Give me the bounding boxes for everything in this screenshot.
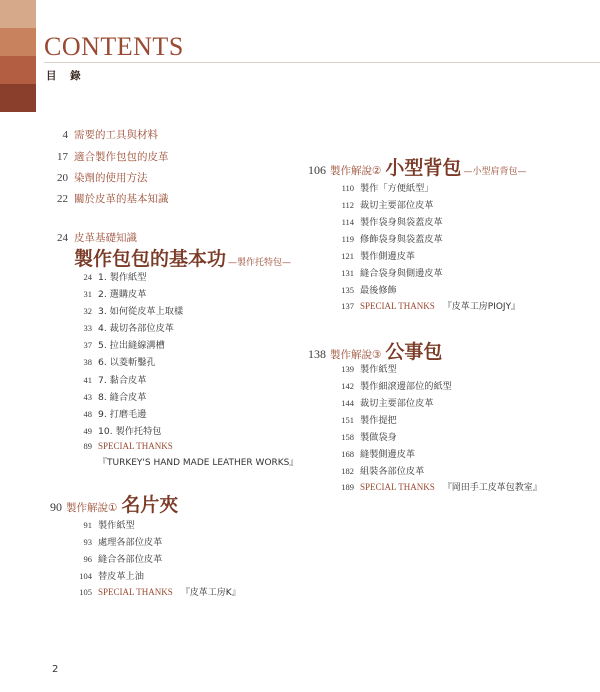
toc-subentry[interactable] [70,354,156,368]
page-number: 17 [57,151,68,163]
toc-subentry[interactable] [70,389,146,403]
page-number: 112 [341,200,354,210]
toc-subentry[interactable] [332,412,397,426]
page-number: 20 [57,172,68,184]
page-number: 91 [83,520,92,530]
section-small-bag-header[interactable] [308,153,526,180]
page-title: CONTENTS [44,32,184,61]
section-title: 名片夾 [121,494,179,516]
toc-subentry[interactable] [332,463,424,477]
toc-subentry[interactable] [332,429,397,443]
page-number: 24 [83,272,92,282]
entry-label: 製作側邊皮革 [360,251,416,262]
swatch-3 [0,56,36,84]
entry-label: 縫合各部位皮革 [98,554,163,565]
toc-entry[interactable] [44,127,158,142]
entry-label: 裁切主要部位皮革 [360,398,434,409]
section-prefix: 製作解說③ [330,349,382,361]
page-number-footer: 2 [52,664,59,675]
page-number: 189 [341,482,354,492]
entry-label: 7. 黏合皮革 [98,375,147,386]
toc-subentry[interactable] [332,378,452,392]
toc-thanks[interactable] [70,441,173,452]
toc-subentry[interactable] [70,534,162,548]
page-number: 104 [79,571,92,581]
entry-label: 3. 如何從皮革上取樣 [98,306,184,317]
page-number: 114 [341,217,354,227]
entry-label: 9. 打磨毛邊 [98,409,147,420]
entry-label: 製作細滾邊部位的紙型 [360,381,452,392]
section-prefix: 皮革基礎知識 [74,232,137,244]
page-number: 106 [308,163,326,177]
toc-subentry[interactable] [70,337,165,351]
entry-label: 縫合袋身與側邊皮革 [360,268,443,279]
page-number: 41 [83,375,92,385]
toc-subentry[interactable] [70,286,146,300]
toc-subentry[interactable] [332,265,443,279]
page-number: 48 [83,409,92,419]
toc-subentry[interactable] [70,517,135,531]
page-number: 37 [83,340,92,350]
swatch-4 [0,84,36,112]
toc-subentry[interactable] [70,551,162,565]
page-number: 93 [83,537,92,547]
page-number: 89 [83,441,92,451]
entry-label: 製作袋身與袋蓋皮革 [360,217,443,228]
swatch-1 [0,0,36,28]
toc-subentry[interactable] [332,361,397,375]
thanks-label: SPECIAL THANKS [98,587,173,597]
page-number: 151 [341,415,354,425]
toc-thanks[interactable] [332,480,542,493]
page-number: 22 [57,193,68,205]
toc-subentry[interactable] [70,406,146,420]
color-swatches [0,0,36,112]
toc-subentry[interactable] [70,303,183,317]
toc-subentry[interactable] [332,180,434,194]
toc-subentry[interactable] [332,446,415,460]
section-basics-title [74,244,291,271]
entry-label: 染劑的使用方法 [74,172,148,184]
section-subtitle: —製作托特包— [228,258,292,268]
page-number: 110 [341,183,354,193]
entry-label: 製作紙型 [360,364,397,375]
toc-subentry[interactable] [332,197,434,211]
entry-label: 6. 以菱斬鑿孔 [98,357,156,368]
entry-label: 5. 拉出縫線溝槽 [98,340,165,351]
thanks-credit: 『TURKEY'S HAND MADE LEATHER WORKS』 [98,458,299,468]
section-subtitle: —小型肩背包— [463,167,527,177]
page-number: 32 [83,306,92,316]
toc-subentry[interactable] [70,568,144,582]
section-prefix: 製作解說② [330,165,382,177]
toc-subentry[interactable] [332,282,397,296]
page-number: 49 [83,426,92,436]
entry-label: 縫製側邊皮革 [360,449,416,460]
thanks-label: SPECIAL THANKS [360,301,435,311]
section-title: 公事包 [385,341,443,363]
toc-subentry[interactable] [332,231,443,245]
page-number: 144 [341,398,354,408]
title-divider [44,62,600,63]
page-number: 90 [50,500,62,514]
section-card-case-header[interactable] [50,490,178,517]
entry-label: 製作「方便紙型」 [360,183,434,194]
toc-entry[interactable] [44,149,169,164]
page-number: 182 [341,466,354,476]
section-title: 小型背包 [385,157,462,179]
thanks-label: SPECIAL THANKS [98,441,173,451]
page-number: 158 [341,432,354,442]
page-number: 135 [341,285,354,295]
page-number: 4 [62,129,68,141]
entry-label: 1. 製作紙型 [98,272,147,283]
entry-label: 修飾袋身與袋蓋皮革 [360,234,443,245]
entry-label: 組裝各部位皮革 [360,466,425,477]
page-number: 43 [83,392,92,402]
page-number: 131 [341,268,354,278]
section-title: 製作包包的基本功 [74,248,227,270]
toc-entry[interactable] [44,191,169,206]
toc-subentry[interactable] [70,372,146,386]
page-number: 38 [83,357,92,367]
entry-label: 製作紙型 [98,520,135,531]
entry-label: 10. 製作托特包 [98,426,162,437]
thanks-credit: 『皮革工房K』 [180,588,241,598]
page-number: 96 [83,554,92,564]
page-number: 142 [341,381,354,391]
page-number: 119 [341,234,354,244]
page-number: 121 [341,251,354,261]
entry-label: 2. 選購皮革 [98,289,147,300]
entry-label: 處理各部位皮革 [98,537,163,548]
toc-subentry[interactable] [332,214,443,228]
entry-label: 裁切主要部位皮革 [360,200,434,211]
page-number: 33 [83,323,92,333]
page-number: 31 [83,289,92,299]
toc-thanks-credit [98,455,298,468]
entry-label: 製做袋身 [360,432,397,443]
toc-subentry[interactable] [332,395,434,409]
section-briefcase-header[interactable] [308,337,442,364]
page-number: 24 [57,232,68,244]
section-basics-header[interactable] [44,230,137,245]
entry-label: 8. 縫合皮革 [98,392,147,403]
thanks-label: SPECIAL THANKS [360,482,435,492]
entry-label: 需要的工具與材料 [74,129,158,141]
page-number: 137 [341,301,354,311]
toc-thanks[interactable] [70,585,241,598]
swatch-2 [0,28,36,56]
page-number: 139 [341,364,354,374]
thanks-credit: 『岡田手工皮革包教室』 [442,483,542,493]
toc-subentry[interactable] [70,423,161,437]
section-prefix: 製作解說① [66,502,118,514]
page-number: 138 [308,347,326,361]
toc-subentry[interactable] [332,248,415,262]
page-number: 105 [79,587,92,597]
page-number: 168 [341,449,354,459]
toc-subentry[interactable] [70,320,174,334]
entry-label: 適合製作包包的皮革 [74,151,169,163]
toc-entry[interactable] [44,170,148,185]
toc-subentry[interactable] [70,269,146,283]
entry-label: 製作提把 [360,415,397,426]
entry-label: 替皮革上油 [98,571,144,582]
thanks-credit: 『皮革工房PIOJY』 [442,302,521,312]
entry-label: 最後修飾 [360,285,397,296]
toc-thanks[interactable] [332,299,520,312]
entry-label: 關於皮革的基本知識 [74,193,169,205]
page-subtitle: 目 錄 [46,70,86,82]
entry-label: 4. 裁切各部位皮革 [98,323,174,334]
